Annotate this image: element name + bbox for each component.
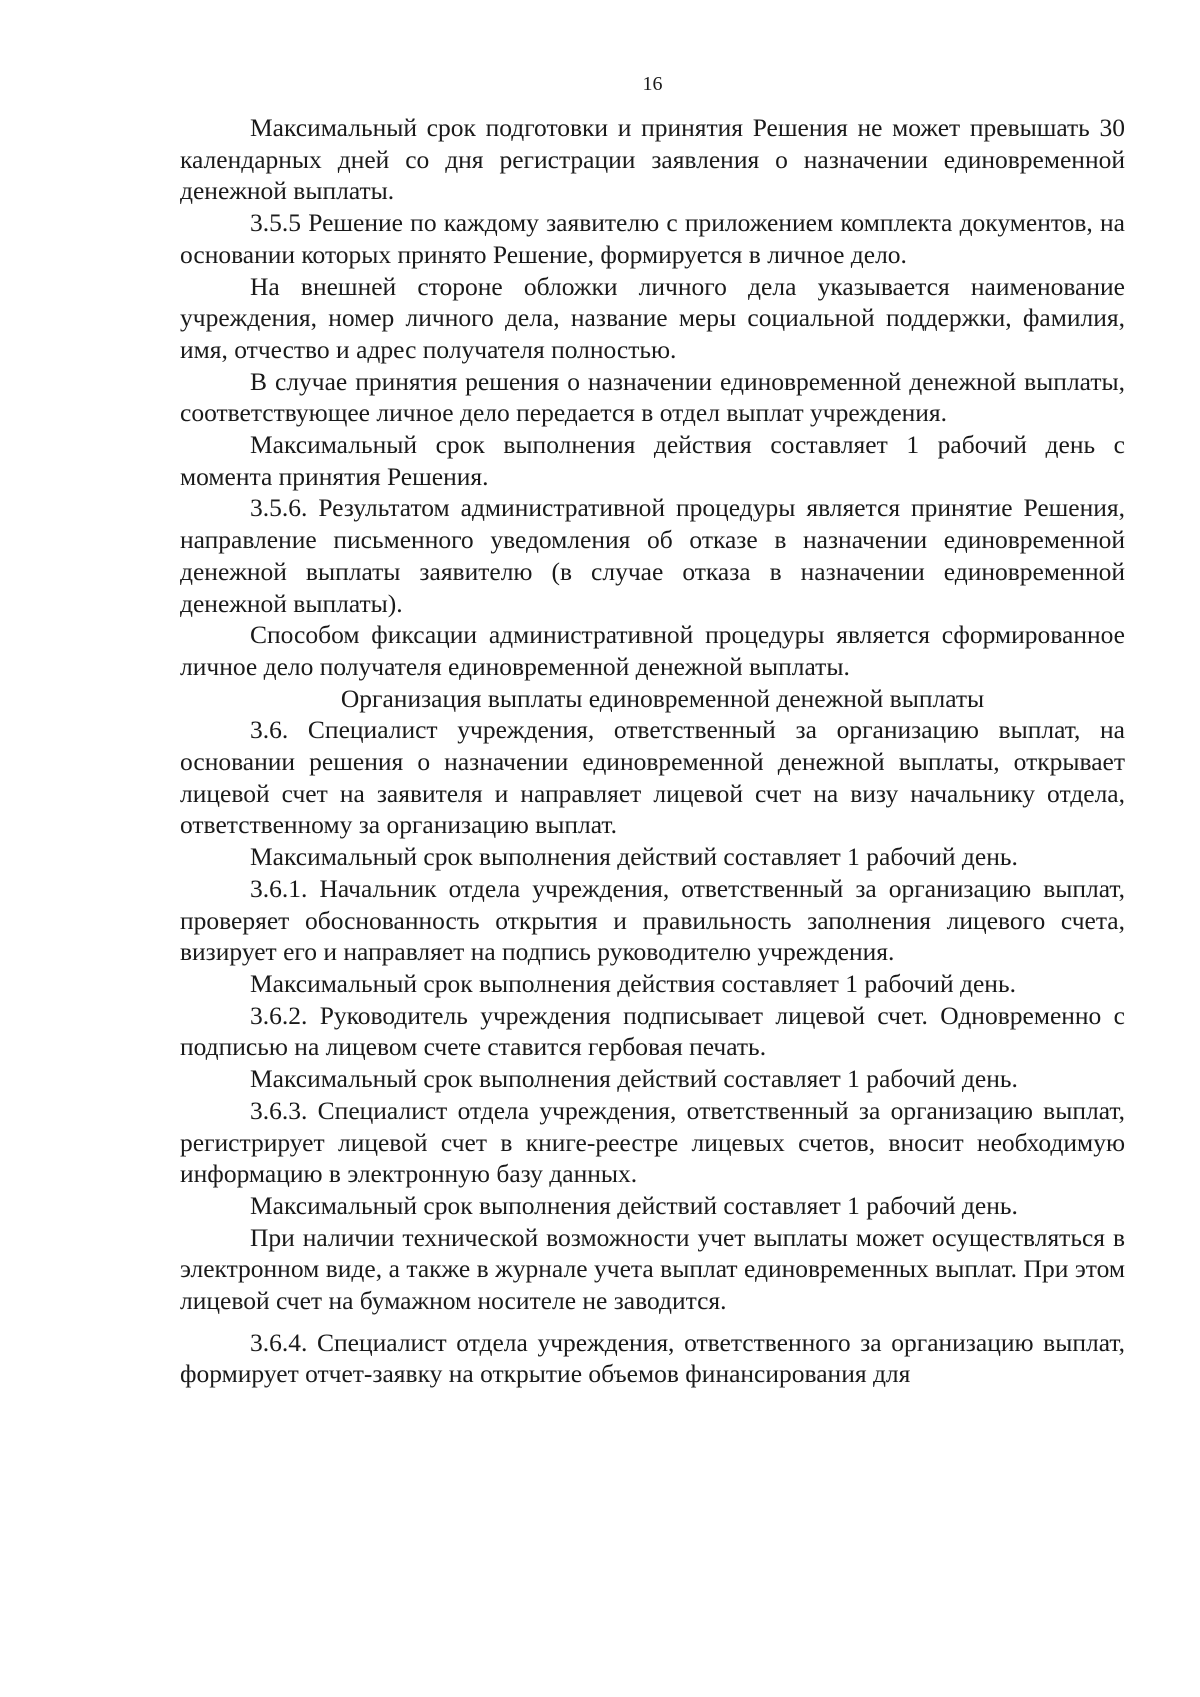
paragraph-3-6-2: 3.6.2. Руководитель учреждения подписывает лицевой счет. Одновременно с подписью на лицевом счете ставится гербовая печать.	[180, 1000, 1125, 1062]
paragraph-3-5-5: 3.5.5 Решение по каждому заявителю с приложением комплекта документов, на основании которых принято Решение, формируется в личное дело.	[180, 208, 1125, 269]
paragraph-3-5-6: 3.5.6. Результатом административной процедуры является принятие Решения, направление письменного уведомления об отказе в назначении единовременной денежной выплаты заявителю (в случае отказа в назначении единовременной денежной выплаты).	[180, 493, 1125, 618]
paragraph-electronic-accounting: При наличии технической возможности учет выплаты может осуществляться в электронном виде, а также в журнале учета выплат единовременных выплат. При этом лицевой счет на бумажном носителе не заводится.	[180, 1222, 1125, 1316]
paragraph-3-6-4: 3.6.4. Специалист отдела учреждения, ответственного за организацию выплат, формирует отчет-заявку на открытие объемов финансирования для	[180, 1327, 1125, 1389]
paragraph-max-term-5: Максимальный срок выполнения действий составляет 1 рабочий день.	[250, 1190, 1018, 1220]
paragraph-3-6-1: 3.6.1. Начальник отдела учреждения, ответственный за организацию выплат, проверяет обоснованность открытия и правильность заполнения лицевого счета, визирует его и направляет на подпись руководителю учреждения.	[180, 873, 1125, 967]
paragraph-max-term-1: Максимальный срок выполнения действия составляет 1 рабочий день с момента принятия Решения.	[180, 430, 1125, 491]
paragraph-cover-info: На внешней стороне обложки личного дела указывается наименование учреждения, номер личного дела, название меры социальной поддержки, фамилия, имя, отчество и адрес получателя полностью.	[180, 271, 1125, 364]
paragraph-max-term-3: Максимальный срок выполнения действия составляет 1 рабочий день.	[250, 968, 1016, 998]
document-page	[180, 70, 1125, 1390]
paragraph-3-6-3: 3.6.3. Специалист отдела учреждения, ответственный за организацию выплат, регистрирует лицевой счет в книге-реестре лицевых счетов, вносит необходимую информацию в электронную базу данных.	[180, 1095, 1125, 1189]
paragraph-max-term-decision: Максимальный срок подготовки и принятия Решения не может превышать 30 календарных дней со дня регистрации заявления о назначении единовременной денежной выплаты.	[180, 113, 1125, 206]
paragraph-max-term-4: Максимальный срок выполнения действий составляет 1 рабочий день.	[250, 1064, 1018, 1094]
page-number: 16	[642, 73, 663, 95]
paragraph-transfer-file: В случае принятия решения о назначении единовременной денежной выплаты, соответствующее личное дело передается в отдел выплат учреждения.	[180, 366, 1125, 428]
paragraph-fixation-method: Способом фиксации административной процедуры является сформированное личное дело получателя единовременной денежной выплаты.	[180, 620, 1125, 681]
paragraph-3-6: 3.6. Специалист учреждения, ответственный за организацию выплат, на основании решения о назначении единовременной денежной выплаты, открывает лицевой счет на заявителя и направляет лицевой счет на визу начальнику отдела, ответственному за организацию выплат.	[180, 715, 1125, 840]
section-heading: Организация выплаты единовременной денежной выплаты	[340, 683, 985, 713]
paragraph-max-term-2: Максимальный срок выполнения действий составляет 1 рабочий день.	[250, 842, 1018, 872]
